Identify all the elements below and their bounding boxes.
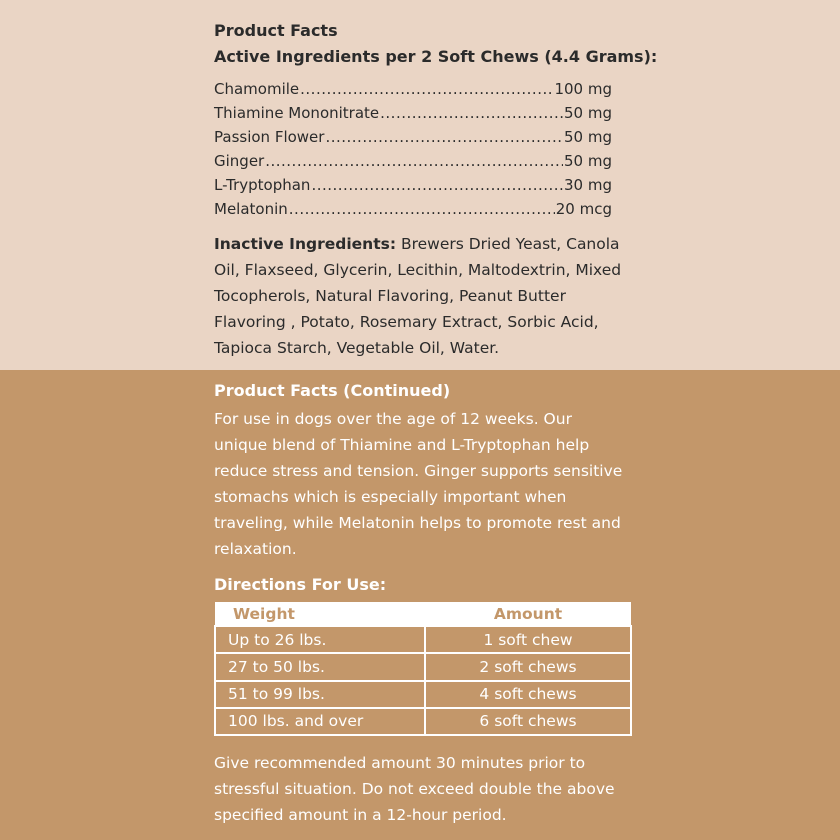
table-header-row bbox=[215, 602, 631, 626]
active-ingredients-heading: Active Ingredients per 2 Soft Chews (4.4 Grams): bbox=[214, 47, 658, 66]
ingredient-amount: 50 mg bbox=[564, 104, 612, 122]
continued-title: Product Facts (Continued) bbox=[214, 381, 451, 400]
weight-cell: Up to 26 lbs. bbox=[215, 626, 425, 653]
amount-header: Amount bbox=[425, 602, 631, 626]
table-row bbox=[215, 681, 631, 708]
ingredient-amount: 50 mg bbox=[564, 152, 612, 170]
leader-dots bbox=[311, 173, 563, 197]
ingredient-row bbox=[214, 149, 612, 173]
ingredient-name: Thiamine Mononitrate bbox=[214, 104, 380, 122]
table-row bbox=[215, 653, 631, 680]
ingredient-amount: 50 mg bbox=[564, 128, 612, 146]
ingredient-name: Passion Flower bbox=[214, 128, 325, 146]
inactive-ingredients-text: Brewers Dried Yeast, Canola Oil, Flaxseed, Glycerin, Lecithin, Maltodextrin, Mixed Tocopherols, Natural Flavoring, Peanut Butter Flavoring , Potato, Rosemary Extract, Sorbic Acid, Tapioca Starch, Vegetable Oil, Water. bbox=[214, 235, 622, 357]
active-ingredients-list bbox=[214, 77, 612, 221]
leader-dots bbox=[265, 149, 563, 173]
amount-cell: 4 soft chews bbox=[425, 681, 631, 708]
leader-dots bbox=[300, 77, 553, 101]
usage-warning: Give recommended amount 30 minutes prior to stressful situation. Do not exceed double the above specified amount in a 12-hour period. bbox=[214, 754, 615, 824]
dosage-table bbox=[214, 602, 632, 736]
leader-dots bbox=[325, 125, 563, 149]
directions-title: Directions For Use: bbox=[214, 575, 387, 594]
inactive-ingredients bbox=[214, 231, 624, 361]
ingredient-name: L-Tryptophan bbox=[214, 176, 311, 194]
amount-cell: 1 soft chew bbox=[425, 626, 631, 653]
leader-dots bbox=[289, 197, 555, 221]
ingredient-row bbox=[214, 197, 612, 221]
weight-cell: 27 to 50 lbs. bbox=[215, 653, 425, 680]
ingredient-amount: 20 mcg bbox=[555, 200, 612, 218]
leader-dots bbox=[380, 101, 563, 125]
weight-cell: 51 to 99 lbs. bbox=[215, 681, 425, 708]
inactive-ingredients-label: Inactive Ingredients: bbox=[214, 235, 397, 253]
ingredient-row bbox=[214, 173, 612, 197]
ingredient-amount: 100 mg bbox=[554, 80, 612, 98]
weight-header: Weight bbox=[215, 602, 425, 626]
continued-description: For use in dogs over the age of 12 weeks. Our unique blend of Thiamine and L-Tryptophan help reduce stress and tension. Ginger supports sensitive stomachs which is especially important when traveling, while Melatonin helps to promote rest and relaxation. bbox=[214, 410, 623, 558]
ingredient-name: Melatonin bbox=[214, 200, 288, 218]
weight-cell: 100 lbs. and over bbox=[215, 708, 425, 735]
table-row bbox=[215, 708, 631, 735]
ingredient-row bbox=[214, 125, 612, 149]
ingredient-row bbox=[214, 77, 612, 101]
product-facts-title: Product Facts bbox=[214, 21, 338, 40]
amount-cell: 2 soft chews bbox=[425, 653, 631, 680]
ingredient-amount: 30 mg bbox=[564, 176, 612, 194]
table-row bbox=[215, 626, 631, 653]
amount-cell: 6 soft chews bbox=[425, 708, 631, 735]
ingredient-row bbox=[214, 101, 612, 125]
ingredient-name: Chamomile bbox=[214, 80, 300, 98]
ingredient-name: Ginger bbox=[214, 152, 265, 170]
